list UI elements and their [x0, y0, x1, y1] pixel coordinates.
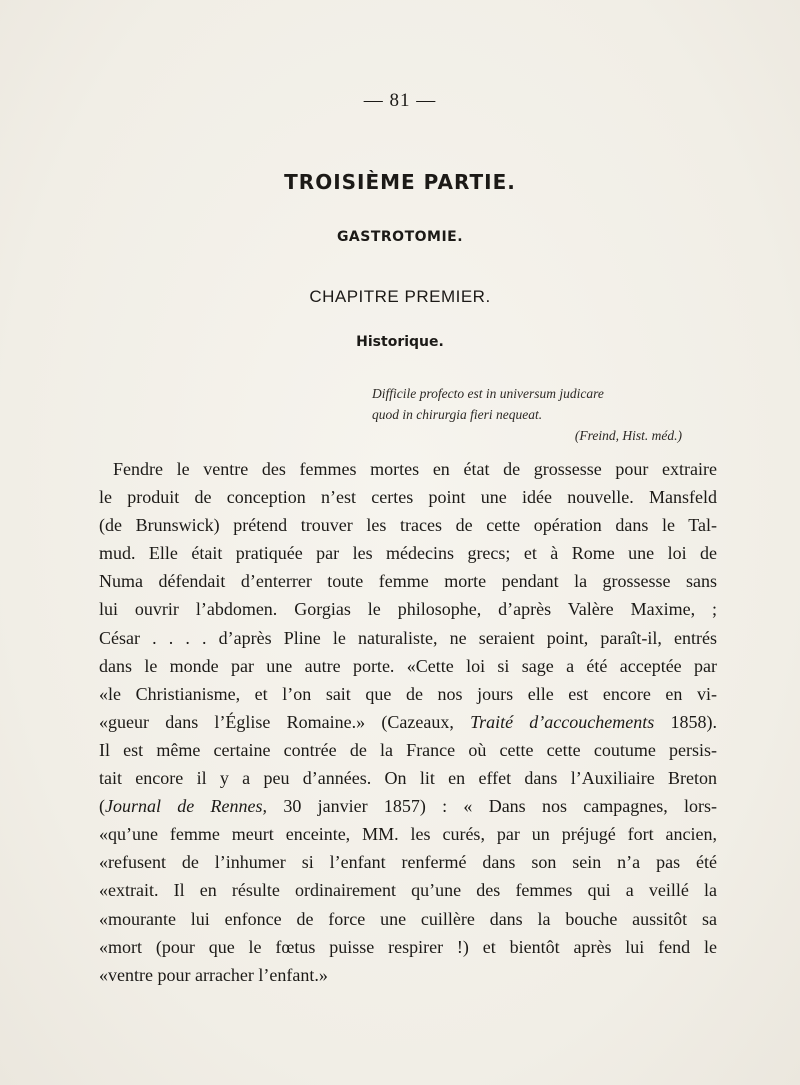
- citation-title: Traité d’accouchements: [470, 711, 655, 732]
- text-line: [99, 708, 717, 736]
- epigraph-source: (Freind, Hist. méd.): [574, 428, 682, 443]
- part-title: TROISIÈME PARTIE.: [284, 170, 516, 194]
- text-line: «extrait. Il en résulte ordinairement qu’une des femmes qui a veillé la: [99, 880, 717, 901]
- text-line: [99, 792, 717, 820]
- text-line: «qu’une femme meurt enceinte, MM. les curés, par un préjugé fort ancien,: [99, 824, 717, 845]
- text-line: le produit de conception n’est certes point une idée nouvelle. Mansfeld: [99, 487, 717, 508]
- text-line: César . . . . d’après Pline le naturaliste, ne seraient point, paraît-il, entrés: [99, 627, 717, 648]
- citation-title: Journal de Rennes,: [105, 796, 268, 817]
- text-segment: (: [99, 796, 105, 817]
- chapter-title: CHAPITRE PREMIER.: [309, 287, 491, 306]
- page-number: — 81 —: [363, 90, 437, 111]
- text-line: «refusent de l’inhumer si l’enfant renfermé dans son sein n’a pas été: [99, 852, 717, 873]
- text-line: Numa défendait d’enterrer toute femme morte pendant la grossesse sans: [99, 571, 717, 592]
- epigraph-line: quod in chirurgia fieri nequeat.: [372, 407, 543, 422]
- epigraph: [372, 383, 712, 446]
- text-line: lui ouvrir l’abdomen. Gorgias le philosophe, d’après Valère Maxime, ;: [99, 599, 717, 620]
- text-segment: «gueur dans l’Église Romaine.» (Cazeaux,: [99, 711, 471, 732]
- subsection-title: Historique.: [356, 334, 444, 350]
- text-line: Il est même certaine contrée de la France où cette cette coutume persis-: [99, 739, 717, 760]
- text-line: mud. Elle était pratiquée par les médecins grecs; et à Rome une loi de: [99, 543, 717, 564]
- text-line: Fendre le ventre des femmes mortes en état de grossesse pour extraire: [113, 459, 717, 479]
- text-line: «le Christianisme, et l’on sait que de nos jours elle est encore en vi-: [99, 683, 717, 704]
- text-segment: 30 janvier 1857) : « Dans nos campagnes, lors-: [267, 796, 717, 817]
- section-title: GASTROTOMIE.: [336, 229, 464, 245]
- text-line: (de Brunswick) prétend trouver les traces de cette opération dans le Tal-: [99, 515, 717, 536]
- text-line: «ventre pour arracher l’enfant.»: [99, 964, 328, 985]
- text-line: dans le monde par une autre porte. «Cette loi si sage a été acceptée par: [99, 655, 717, 676]
- body-text: [99, 455, 717, 989]
- text-line: tait encore il y a peu d’années. On lit en effet dans l’Auxiliaire Breton: [99, 768, 717, 789]
- text-segment: 1858).: [654, 711, 717, 732]
- text-line: «mourante lui enfonce de force une cuillère dans la bouche aussitôt sa: [99, 908, 717, 929]
- text-line: «mort (pour que le fœtus puisse respirer !) et bientôt après lui fend le: [99, 936, 717, 957]
- epigraph-line: Difficile profecto est in universum judicare: [372, 386, 604, 401]
